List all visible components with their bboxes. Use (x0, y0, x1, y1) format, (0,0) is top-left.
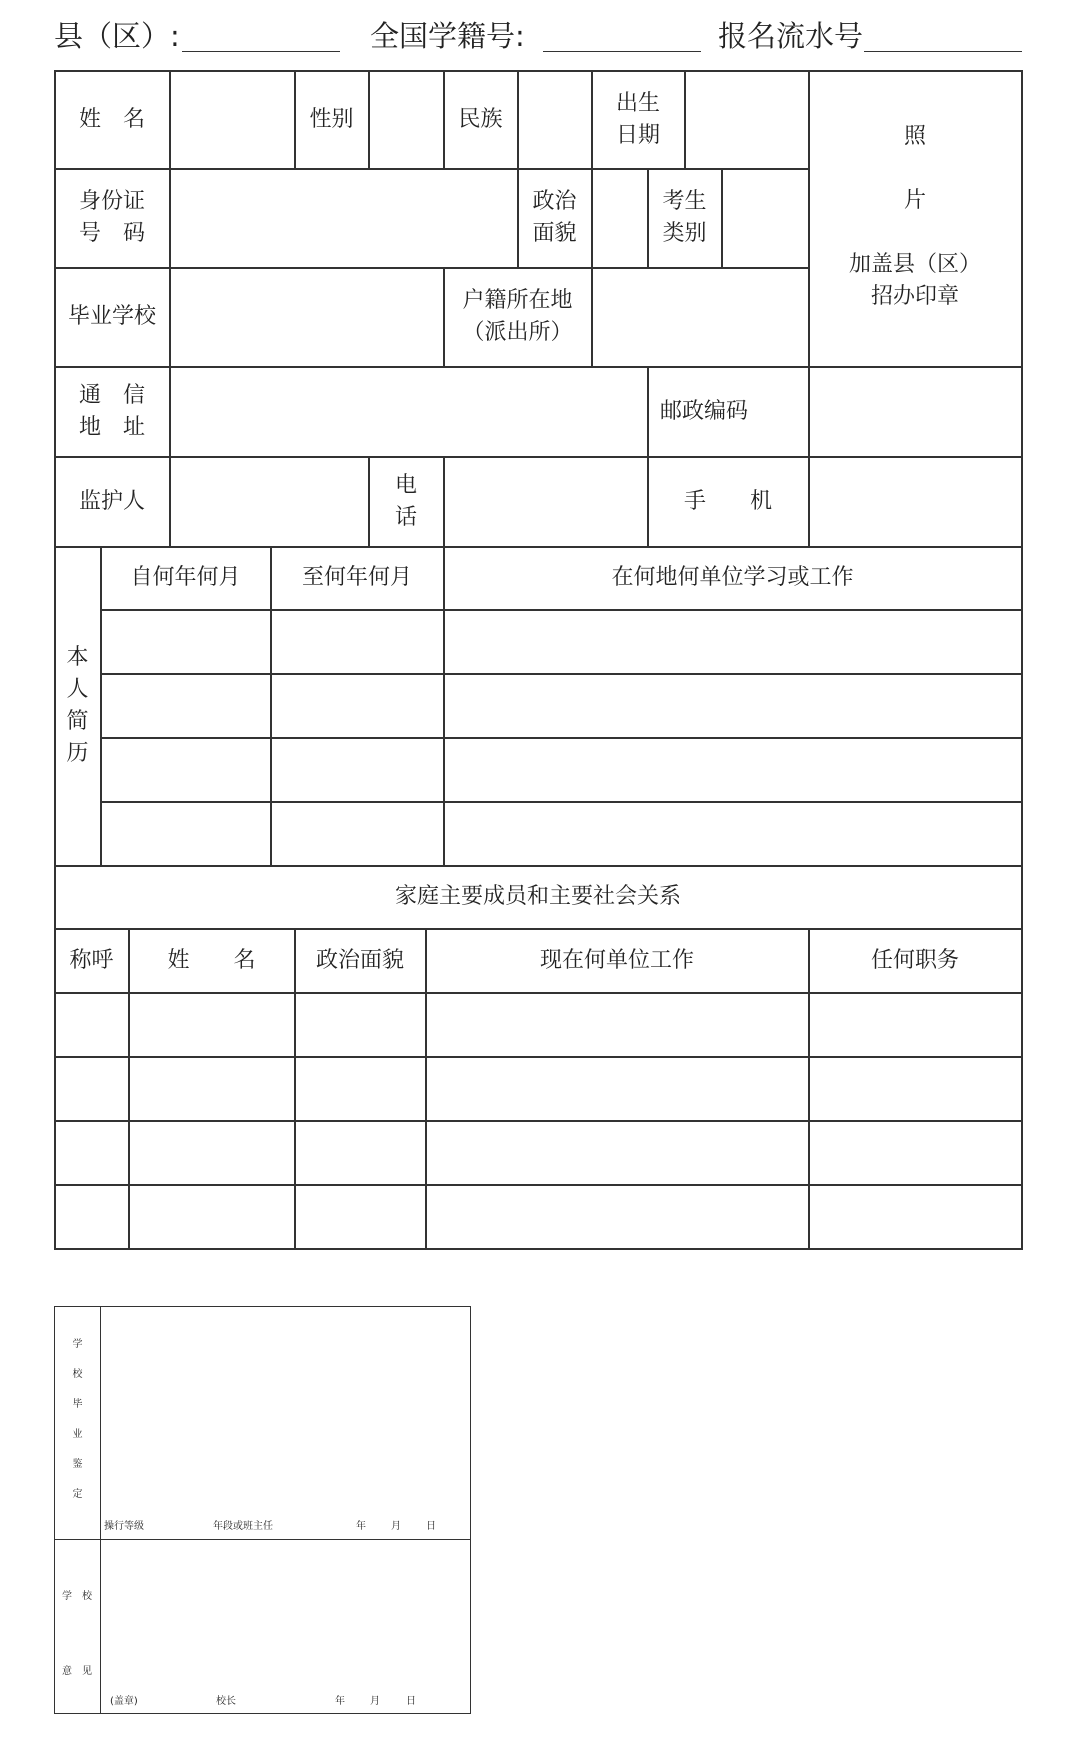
conduct-grade-label: 操行等级 (104, 1521, 144, 1532)
mailing-address-label: 通 信 地 址 (78, 382, 145, 440)
family-row[interactable] (55, 1121, 1021, 1184)
candidate-category-field[interactable] (722, 169, 808, 267)
county-blank[interactable] (182, 51, 340, 52)
telephone-field[interactable] (444, 457, 647, 546)
family-col-unit: 现在何单位工作 (539, 947, 694, 973)
family-row[interactable] (55, 1185, 1021, 1248)
resume-row[interactable] (101, 802, 1021, 865)
opinion-content-field[interactable] (101, 1540, 470, 1690)
mobile-field[interactable] (809, 457, 1021, 546)
family-section-title: 家庭主要成员和主要社会关系 (394, 884, 681, 909)
photo-seal-label-1: 加盖县（区） (848, 251, 981, 277)
guardian-field[interactable] (170, 457, 368, 546)
opinion-year-label: 年 (335, 1696, 345, 1707)
serial-number-label: 报名流水号 (718, 19, 864, 53)
opinion-month-label: 月 (370, 1696, 380, 1707)
household-registration-field[interactable] (592, 268, 808, 366)
political-status-label: 政治 面貌 (532, 189, 577, 246)
mobile-label: 手 机 (683, 488, 772, 514)
graduation-school-field[interactable] (170, 268, 443, 366)
birth-date-label: 出生 日期 (615, 90, 660, 148)
telephone-label: 电 话 (394, 472, 417, 530)
resume-col-from: 自何年何月 (130, 565, 241, 590)
county-label: 县（区）: (54, 19, 180, 53)
class-teacher-label: 年段或班主任 (213, 1521, 273, 1532)
photo-label-2: 片 (903, 187, 926, 213)
id-card-field[interactable] (170, 169, 517, 267)
photo-seal-label-2: 招办印章 (870, 283, 959, 309)
serial-number-blank[interactable] (864, 51, 1022, 52)
appraisal-day-label: 日 (426, 1521, 436, 1532)
resume-col-to: 至何年何月 (301, 565, 412, 590)
principal-label: 校长 (216, 1696, 236, 1707)
gender-field[interactable] (369, 71, 443, 168)
household-registration-label: 户籍所在地 （派出所） (462, 288, 573, 345)
photo-box[interactable] (809, 71, 1021, 366)
seal-label: (盖章) (110, 1696, 138, 1707)
candidate-category-label: 考生 类别 (662, 189, 707, 246)
opinion-day-label: 日 (406, 1696, 416, 1707)
postal-code-field[interactable] (809, 367, 1021, 456)
postal-code-label: 邮政编码 (660, 398, 749, 424)
resume-side-label: 本 人 简 历 (66, 645, 89, 766)
resume-row[interactable] (101, 674, 1021, 737)
ethnicity-field[interactable] (518, 71, 591, 168)
political-status-field[interactable] (592, 169, 647, 267)
opinion-side-label-2: 意 见 (62, 1666, 92, 1677)
appraisal-side-label: 学 校 毕 业 鉴 定 (72, 1339, 83, 1500)
gender-label: 性别 (309, 106, 354, 132)
family-col-position: 任何职务 (870, 947, 959, 973)
photo-label-1: 照 (903, 123, 926, 149)
name-label: 姓 名 (78, 106, 145, 132)
ethnicity-label: 民族 (458, 106, 503, 132)
birth-date-field[interactable] (685, 71, 808, 168)
resume-row[interactable] (101, 738, 1021, 801)
guardian-label: 监护人 (78, 488, 145, 514)
name-field[interactable] (170, 71, 294, 168)
mailing-address-field[interactable] (170, 367, 647, 456)
family-row[interactable] (55, 993, 1021, 1056)
family-col-name: 姓 名 (167, 947, 256, 973)
appraisal-year-label: 年 (356, 1521, 366, 1532)
resume-col-where: 在何地何单位学习或工作 (611, 565, 854, 590)
resume-row[interactable] (101, 610, 1021, 673)
appraisal-content-field[interactable] (101, 1307, 470, 1517)
graduation-school-label: 毕业学校 (67, 304, 156, 329)
family-row[interactable] (55, 1057, 1021, 1120)
family-col-political: 政治面貌 (315, 947, 404, 973)
appraisal-month-label: 月 (391, 1521, 401, 1532)
id-card-label: 身份证 号 码 (78, 189, 145, 246)
student-id-label: 全国学籍号: (370, 19, 525, 53)
opinion-side-label-1: 学 校 (62, 1591, 92, 1602)
student-id-blank[interactable] (543, 51, 701, 52)
family-col-relation: 称呼 (69, 947, 114, 973)
